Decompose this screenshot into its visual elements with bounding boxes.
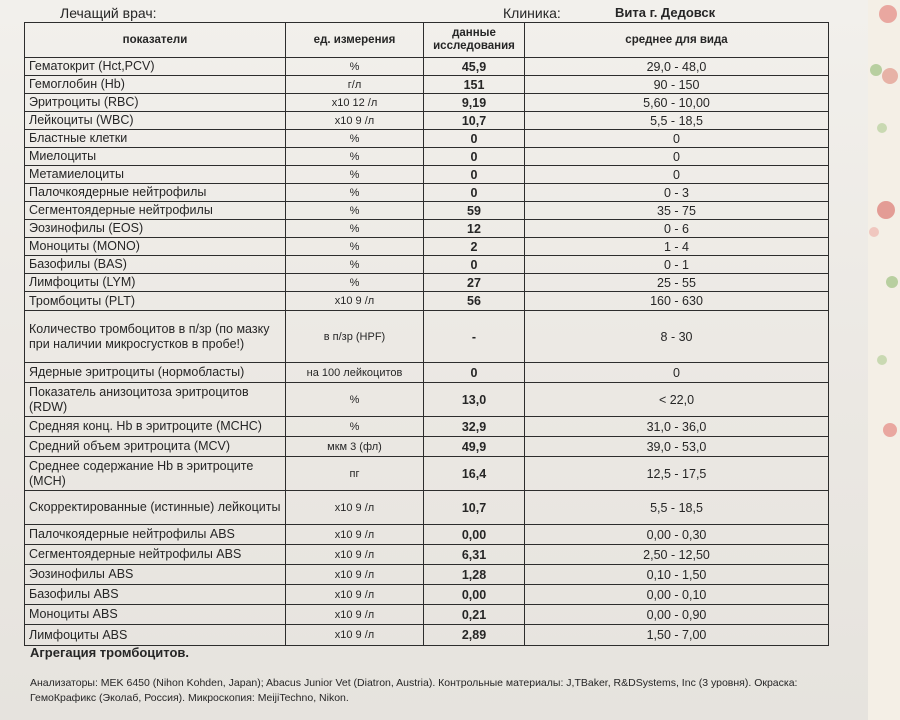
table-row	[25, 525, 829, 545]
row-reference: 0,10 - 1,50	[525, 565, 829, 585]
row-name: Количество тромбоцитов в п/зр (по мазку при наличии микросгустков в пробе!)	[25, 311, 286, 363]
row-reference: 31,0 - 36,0	[525, 417, 829, 437]
row-unit: %	[286, 130, 424, 148]
table-row	[25, 148, 829, 166]
row-name: Скорректированные (истинные) лейкоциты	[25, 491, 286, 525]
row-reference: 5,60 - 10,00	[525, 94, 829, 112]
row-reference: 1,50 - 7,00	[525, 625, 829, 646]
row-reference: 90 - 150	[525, 76, 829, 94]
row-unit: х10 9 /л	[286, 525, 424, 545]
row-unit: %	[286, 256, 424, 274]
row-name: Эозинофилы ABS	[25, 565, 286, 585]
row-unit: х10 9 /л	[286, 565, 424, 585]
table-row	[25, 184, 829, 202]
table-row	[25, 256, 829, 274]
row-name: Метамиелоциты	[25, 166, 286, 184]
row-value: 0,00	[424, 585, 525, 605]
row-value: 0	[424, 148, 525, 166]
row-reference: 8 - 30	[525, 311, 829, 363]
row-reference: 39,0 - 53,0	[525, 437, 829, 457]
row-reference: 5,5 - 18,5	[525, 491, 829, 525]
row-value: 151	[424, 76, 525, 94]
row-value: 0	[424, 363, 525, 383]
row-value: 6,31	[424, 545, 525, 565]
row-reference: 0	[525, 166, 829, 184]
row-value: 2,89	[424, 625, 525, 646]
row-name: Гематокрит (Hct,PCV)	[25, 58, 286, 76]
platelet-aggregation-note: Агрегация тромбоцитов.	[30, 645, 190, 660]
table-row	[25, 220, 829, 238]
row-reference: < 22,0	[525, 383, 829, 417]
row-value: 10,7	[424, 112, 525, 130]
row-name: Палочкоядерные нейтрофилы	[25, 184, 286, 202]
row-unit: х10 9 /л	[286, 585, 424, 605]
row-value: 59	[424, 202, 525, 220]
row-unit: %	[286, 274, 424, 292]
row-reference: 25 - 55	[525, 274, 829, 292]
row-unit: х10 9 /л	[286, 112, 424, 130]
header-unit: ед. измерения	[286, 23, 424, 58]
row-value: 0	[424, 184, 525, 202]
row-name: Моноциты ABS	[25, 605, 286, 625]
row-name: Базофилы (BAS)	[25, 256, 286, 274]
row-name: Средняя конц. Hb в эритроците (MCHC)	[25, 417, 286, 437]
table-row	[25, 112, 829, 130]
row-value: 12	[424, 220, 525, 238]
row-reference: 0 - 3	[525, 184, 829, 202]
row-unit: %	[286, 383, 424, 417]
row-value: 32,9	[424, 417, 525, 437]
table-row	[25, 238, 829, 256]
row-unit: в п/зр (HPF)	[286, 311, 424, 363]
row-name: Базофилы ABS	[25, 585, 286, 605]
row-value: 0	[424, 130, 525, 148]
row-value: 13,0	[424, 383, 525, 417]
table-row	[25, 565, 829, 585]
row-unit: %	[286, 202, 424, 220]
table-row	[25, 585, 829, 605]
row-value: 45,9	[424, 58, 525, 76]
header-value: данные исследования	[424, 23, 525, 58]
row-name: Сегментоядерные нейтрофилы	[25, 202, 286, 220]
row-name: Лимфоциты (LYM)	[25, 274, 286, 292]
row-value: 1,28	[424, 565, 525, 585]
table-row	[25, 363, 829, 383]
row-reference: 0,00 - 0,90	[525, 605, 829, 625]
row-value: 0,21	[424, 605, 525, 625]
table-row	[25, 274, 829, 292]
row-unit: %	[286, 58, 424, 76]
row-name: Бластные клетки	[25, 130, 286, 148]
row-unit: х10 12 /л	[286, 94, 424, 112]
clinic-value: Вита г. Дедовск	[615, 5, 716, 20]
row-reference: 12,5 - 17,5	[525, 457, 829, 491]
table-row	[25, 76, 829, 94]
row-unit: х10 9 /л	[286, 605, 424, 625]
table-row	[25, 166, 829, 184]
analyzers-note: Анализаторы: MEK 6450 (Nihon Kohden, Japan); Abacus Junior Vet (Diatron, Austria). Контрольные материалы: J,TBaker, R&DSystems, Inc (3 уровня). Окраска: ГемоКрафикс (Эколаб, Россия). Микроскопия: MeijiTechno, Nikon.	[30, 677, 798, 704]
row-reference: 5,5 - 18,5	[525, 112, 829, 130]
header-reference: среднее для вида	[525, 23, 829, 58]
table-row	[25, 457, 829, 491]
row-reference: 0 - 6	[525, 220, 829, 238]
row-value: 10,7	[424, 491, 525, 525]
row-name: Сегментоядерные нейтрофилы ABS	[25, 545, 286, 565]
table-row	[25, 58, 829, 76]
row-name: Моноциты (MONO)	[25, 238, 286, 256]
doctor-label: Лечащий врач:	[60, 5, 157, 21]
table-row	[25, 605, 829, 625]
row-reference: 0	[525, 363, 829, 383]
table-row	[25, 545, 829, 565]
flower-pattern-icon	[868, 170, 900, 330]
row-reference: 1 - 4	[525, 238, 829, 256]
tablecloth-edge	[868, 0, 900, 720]
row-reference: 0	[525, 148, 829, 166]
row-unit: х10 9 /л	[286, 545, 424, 565]
row-unit: %	[286, 166, 424, 184]
row-reference: 35 - 75	[525, 202, 829, 220]
row-value: 2	[424, 238, 525, 256]
row-name: Эозинофилы (EOS)	[25, 220, 286, 238]
table-row	[25, 383, 829, 417]
row-name: Ядерные эритроциты (нормобласты)	[25, 363, 286, 383]
row-reference: 2,50 - 12,50	[525, 545, 829, 565]
header-indicator: показатели	[25, 23, 286, 58]
row-value: 56	[424, 292, 525, 311]
row-value: 0	[424, 256, 525, 274]
row-name: Миелоциты	[25, 148, 286, 166]
row-unit: %	[286, 220, 424, 238]
row-name: Среднее содержание Hb в эритроците (MCH)	[25, 457, 286, 491]
table-row	[25, 94, 829, 112]
row-value: 16,4	[424, 457, 525, 491]
flower-pattern-icon	[868, 0, 900, 160]
table-row	[25, 417, 829, 437]
row-value: 9,19	[424, 94, 525, 112]
clinic-label: Клиника:	[503, 5, 561, 21]
row-value: 0	[424, 166, 525, 184]
row-unit: %	[286, 148, 424, 166]
row-unit: %	[286, 238, 424, 256]
row-name: Средний объем эритроцита (MCV)	[25, 437, 286, 457]
row-name: Лимфоциты ABS	[25, 625, 286, 646]
row-value: 0,00	[424, 525, 525, 545]
row-unit: г/л	[286, 76, 424, 94]
row-unit: х10 9 /л	[286, 491, 424, 525]
row-unit: %	[286, 417, 424, 437]
table-row	[25, 625, 829, 646]
row-reference: 0	[525, 130, 829, 148]
row-name: Тромбоциты (PLT)	[25, 292, 286, 311]
table-row	[25, 437, 829, 457]
row-reference: 0,00 - 0,30	[525, 525, 829, 545]
row-name: Лейкоциты (WBC)	[25, 112, 286, 130]
row-unit: мкм 3 (фл)	[286, 437, 424, 457]
row-name: Показатель анизоцитоза эритроцитов (RDW)	[25, 383, 286, 417]
flower-pattern-icon	[868, 340, 900, 500]
row-reference: 29,0 - 48,0	[525, 58, 829, 76]
row-name: Палочкоядерные нейтрофилы ABS	[25, 525, 286, 545]
row-reference: 160 - 630	[525, 292, 829, 311]
table-row	[25, 130, 829, 148]
row-reference: 0 - 1	[525, 256, 829, 274]
row-unit: %	[286, 184, 424, 202]
row-reference: 0,00 - 0,10	[525, 585, 829, 605]
row-unit: х10 9 /л	[286, 625, 424, 646]
table-header-row	[25, 23, 829, 58]
row-value: 27	[424, 274, 525, 292]
row-name: Гемоглобин (Hb)	[25, 76, 286, 94]
table-row	[25, 491, 829, 525]
row-value: -	[424, 311, 525, 363]
row-unit: на 100 лейкоцитов	[286, 363, 424, 383]
row-unit: х10 9 /л	[286, 292, 424, 311]
row-value: 49,9	[424, 437, 525, 457]
row-unit: пг	[286, 457, 424, 491]
table-row	[25, 202, 829, 220]
results-body	[25, 58, 829, 646]
table-row	[25, 292, 829, 311]
row-name: Эритроциты (RBC)	[25, 94, 286, 112]
results-table	[24, 22, 829, 646]
table-row	[25, 311, 829, 363]
